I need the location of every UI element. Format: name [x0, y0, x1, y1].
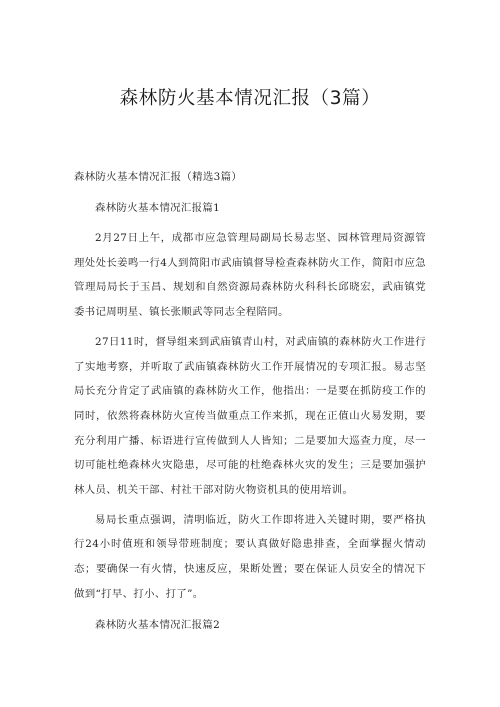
document-body	[74, 164, 426, 638]
section-heading-1: 森林防火基本情况汇报篇1	[95, 202, 221, 214]
paragraph-3: 易局长重点强调，清明临近，防火工作即将进入关键时期，要严格执行24小时值班和领导带班制度；要认真做好隐患排查，全面掌握火情动态；要确保一有火情，快速反应，果断处置；要在保证人员安全的情况下做到“打早、打小、打了”。	[74, 513, 426, 600]
document-subtitle: 森林防火基本情况汇报（精选3篇）	[74, 171, 243, 183]
paragraph-1: 2月27日上午，成都市应急管理局副局长易志坚、园林管理局资源管理处处长姜鸣一行4人到简阳市武庙镇督导检查森林防火工作，简阳市应急管理局局长于玉昌、规划和自然资源局森林防火科科长邱晓宏，武庙镇党委书记周明星、镇长张顺武等同志全程陪同。	[74, 232, 426, 319]
section-heading-2: 森林防火基本情况汇报篇2	[95, 618, 221, 631]
paragraph-2: 27日11时，督导组来到武庙镇青山村，对武庙镇的森林防火工作进行了实地考察，并听取了武庙镇森林防火工作开展情况的专项汇报。易志坚局长充分肯定了武庙镇的森林防火工作，他指出：一是要在抓防疫工作的同时，依然将森林防火宣传当做重点工作来抓，现在正值山火易发期，要充分利用广播、标语进行宣传做到人人皆知；二是要加大巡查力度，尽一切可能杜绝森林火灾隐患，尽可能的杜绝森林火灾的发生；三是要加强护林人员、机关干部、村社干部对防火物资机具的使用培训。	[74, 335, 426, 497]
document-title: 森林防火基本情况汇报（3篇）	[119, 88, 381, 109]
